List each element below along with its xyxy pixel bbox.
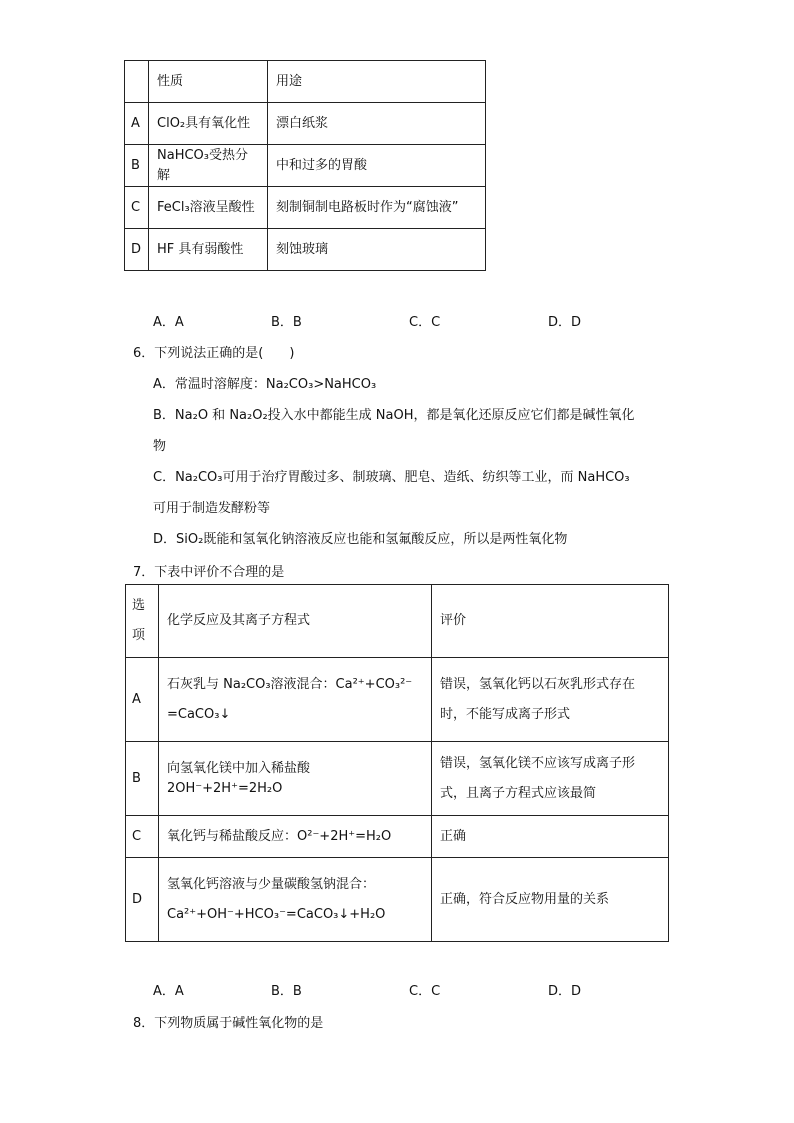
choice-b[interactable]: B．B <box>271 984 302 999</box>
row-label: C <box>125 187 149 229</box>
property-cell: ClO₂具有氧化性 <box>149 103 268 145</box>
choice-a[interactable]: A．A <box>153 315 184 330</box>
row-label: D <box>126 858 159 942</box>
question-6-stem: 6．下列说法正确的是( ) <box>133 346 295 361</box>
table-row <box>125 229 486 271</box>
choice-c[interactable]: C．C <box>409 315 441 330</box>
use-cell: 漂白纸浆 <box>268 103 486 145</box>
table-row <box>126 742 669 816</box>
use-cell: 刻蚀玻璃 <box>268 229 486 271</box>
question-6-option-b[interactable]: B．Na₂O 和 Na₂O₂投入水中都能生成 NaOH，都是氧化还原反应它们都是碱性氧化 <box>153 408 635 423</box>
use-cell: 中和过多的胃酸 <box>268 145 486 187</box>
choice-b[interactable]: B．B <box>271 315 302 330</box>
evaluation-line: 式，且离子方程式应该最简 <box>440 785 597 801</box>
table-row <box>125 103 486 145</box>
reaction-cell <box>159 658 432 742</box>
table-header-row <box>125 61 486 103</box>
table-cell <box>125 61 149 103</box>
table-header-row <box>126 585 669 658</box>
choice-c[interactable]: C．C <box>409 984 441 999</box>
property-cell: FeCl₃溶液呈酸性 <box>149 187 268 229</box>
reaction-line: 氢氧化钙溶液与少量碳酸氢钠混合： <box>167 876 376 892</box>
question-6-option-b-cont: 物 <box>153 439 167 454</box>
question-8-stem: 8．下列物质属于碱性氧化物的是 <box>133 1016 324 1031</box>
choice-a[interactable]: A．A <box>153 984 184 999</box>
row-label: A <box>126 658 159 742</box>
table-row <box>125 187 486 229</box>
table-header-cell: 性质 <box>149 61 268 103</box>
choice-d[interactable]: D．D <box>548 984 582 999</box>
question-7-stem: 7．下表中评价不合理的是 <box>133 565 285 580</box>
header-option: 选项 <box>132 598 146 643</box>
evaluation-cell: 正确，符合反应物用量的关系 <box>432 858 669 942</box>
property-use-table <box>124 60 486 271</box>
table-row <box>126 658 669 742</box>
reaction-line: =CaCO₃↓ <box>167 706 231 722</box>
table-row <box>125 145 486 187</box>
question-6-option-a[interactable]: A．常温时溶解度：Na₂CO₃>NaHCO₃ <box>153 377 377 392</box>
question-6-option-d[interactable]: D．SiO₂既能和氢氧化钠溶液反应也能和氢氟酸反应，所以是两性氧化物 <box>153 532 568 547</box>
reaction-evaluation-table <box>125 584 669 942</box>
reaction-line: Ca²⁺+OH⁻+HCO₃⁻=CaCO₃↓+H₂O <box>167 906 386 922</box>
property-cell: NaHCO₃受热分解 <box>149 145 268 187</box>
table-row <box>126 858 669 942</box>
evaluation-line: 时，不能写成离子形式 <box>440 706 571 722</box>
question-6-option-c[interactable]: C．Na₂CO₃可用于治疗胃酸过多、制玻璃、肥皂、造纸、纺织等工业，而 NaHCO₃ <box>153 470 630 485</box>
reaction-cell <box>159 858 432 942</box>
reaction-cell: 向氢氧化镁中加入稀盐酸 2OH⁻+2H⁺=2H₂O <box>159 742 432 816</box>
reaction-cell: 氧化钙与稀盐酸反应：O²⁻+2H⁺=H₂O <box>159 816 432 858</box>
table-row <box>126 816 669 858</box>
reaction-line: 石灰乳与 Na₂CO₃溶液混合：Ca²⁺+CO₃²⁻ <box>167 676 413 692</box>
evaluation-cell <box>432 742 669 816</box>
row-label: D <box>125 229 149 271</box>
use-cell: 刻制铜制电路板时作为“腐蚀液” <box>268 187 486 229</box>
table-header-cell: 评价 <box>432 585 669 658</box>
table-header-cell: 用途 <box>268 61 486 103</box>
row-label: B <box>126 742 159 816</box>
property-cell: HF 具有弱酸性 <box>149 229 268 271</box>
row-label: C <box>126 816 159 858</box>
table-header-cell: 化学反应及其离子方程式 <box>159 585 432 658</box>
row-label: A <box>125 103 149 145</box>
table-header-cell <box>126 585 159 658</box>
choice-d[interactable]: D．D <box>548 315 582 330</box>
question-6-option-c-cont: 可用于制造发酵粉等 <box>153 501 271 516</box>
row-label: B <box>125 145 149 187</box>
evaluation-line: 错误，氢氧化钙以石灰乳形式存在 <box>440 676 636 692</box>
evaluation-cell: 正确 <box>432 816 669 858</box>
evaluation-cell <box>432 658 669 742</box>
evaluation-line: 错误，氢氧化镁不应该写成离子形 <box>440 755 636 771</box>
